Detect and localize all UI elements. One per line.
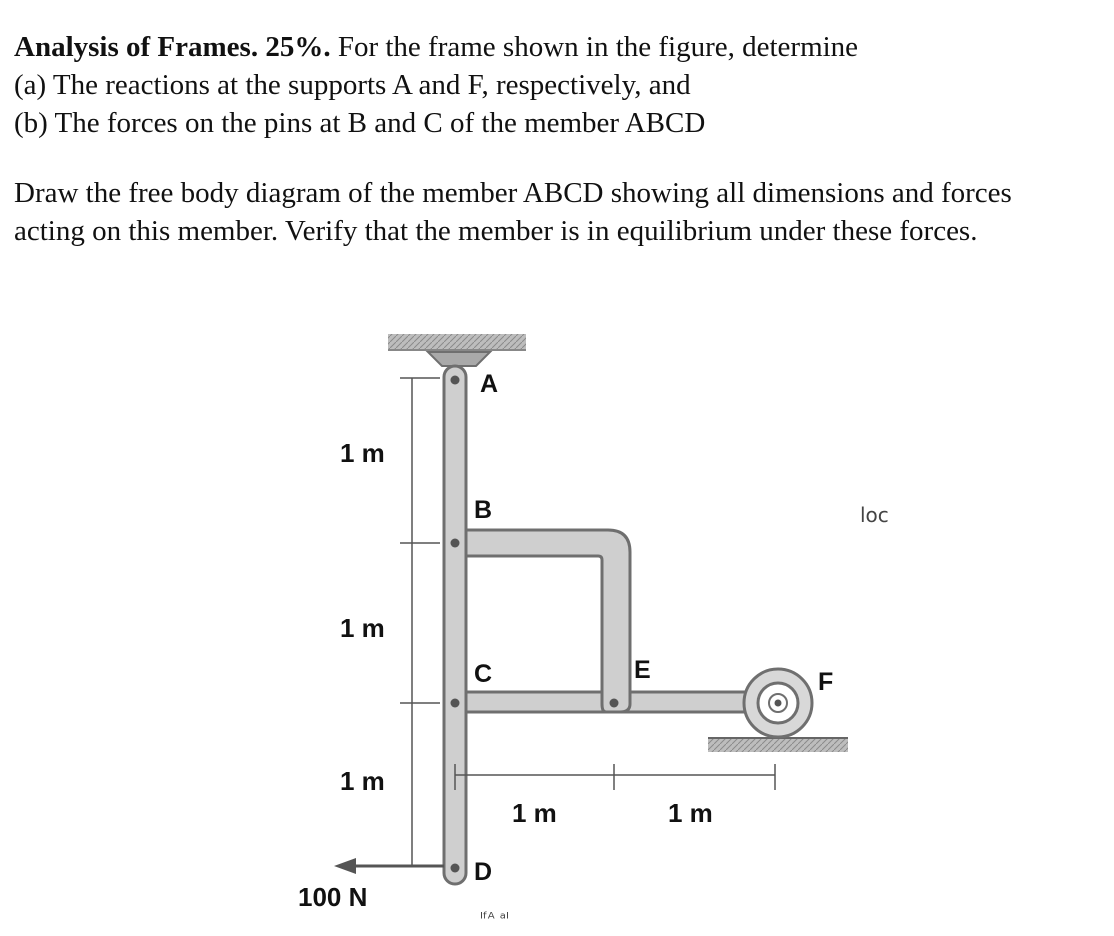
label-a: A bbox=[480, 370, 499, 398]
problem-intro: For the frame shown in the figure, determine bbox=[330, 31, 859, 63]
ceiling-support bbox=[388, 334, 526, 366]
margin-note: loc bbox=[860, 503, 889, 527]
problem-part-a: (a) The reactions at the supports A and F, respectively, and bbox=[14, 69, 691, 101]
pin-c bbox=[451, 699, 460, 708]
problem-heading: Analysis of Frames. 25%. bbox=[14, 31, 331, 63]
dim-vertical-1: 1 m bbox=[340, 438, 385, 468]
load-label: 100 N bbox=[298, 882, 368, 912]
dim-vertical-2: 1 m bbox=[340, 613, 385, 643]
label-b: B bbox=[474, 496, 493, 524]
load-arrow bbox=[334, 858, 444, 874]
horizontal-dimensions bbox=[455, 764, 775, 790]
instruction-line-2: acting on this member. Verify that the member is in equilibrium under these forces. bbox=[14, 215, 978, 247]
pin-e bbox=[610, 699, 619, 708]
dim-horizontal-2: 1 m bbox=[668, 798, 713, 828]
instruction-line-1: Draw the free body diagram of the member ABCD showing all dimensions and forces bbox=[14, 177, 1012, 209]
member-abcd bbox=[444, 366, 466, 884]
label-c: C bbox=[474, 660, 493, 688]
label-e: E bbox=[634, 656, 651, 684]
pin-b bbox=[451, 539, 460, 548]
pin-a bbox=[451, 376, 460, 385]
pin-d bbox=[451, 864, 460, 873]
vertical-dimensions bbox=[400, 378, 440, 866]
dim-vertical-3: 1 m bbox=[340, 766, 385, 796]
dim-horizontal-1: 1 m bbox=[512, 798, 557, 828]
cropped-caption: ᴵᶠᴬ ᵃᴵ bbox=[480, 909, 509, 928]
label-d: D bbox=[474, 858, 493, 886]
label-f: F bbox=[818, 668, 834, 696]
problem-part-b: (b) The forces on the pins at B and C of the member ABCD bbox=[14, 107, 706, 139]
